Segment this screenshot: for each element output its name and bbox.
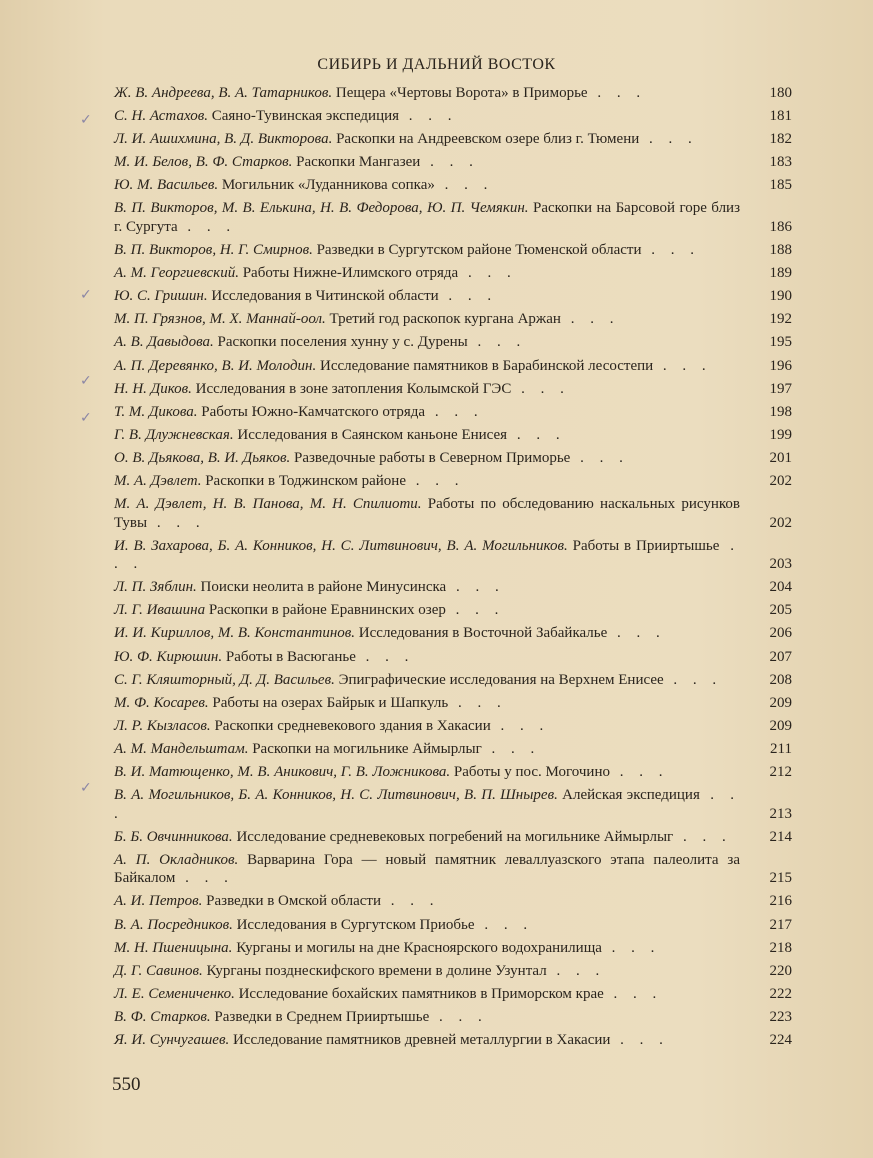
leader-dots: . . . (434, 177, 494, 194)
entry-title: Могильник «Луданникова сопка» (221, 177, 435, 194)
leader-dots: . . . (607, 625, 666, 642)
entry-page-number: 212 (769, 764, 792, 781)
entry-title: Раскопки в Тоджинском районе (205, 473, 406, 489)
leader-dots: . . . (425, 403, 484, 420)
entry-page-number: 198 (769, 403, 792, 420)
toc-entry-text (114, 578, 784, 597)
entry-page-number: 211 (770, 740, 792, 757)
entry-title: Исследования в Сургутском Приобье (236, 916, 475, 933)
entry-title: Исследования в Читинской области (211, 288, 439, 305)
entry-page-number: 202 (769, 473, 792, 489)
leader-dots: . . . (446, 579, 505, 596)
entry-authors: А. П. Окладников. (114, 851, 239, 868)
entry-authors: С. Н. Астахов. (114, 108, 208, 125)
entry-title: Раскопки Мангазеи (296, 154, 421, 171)
entry-page-number: 207 (769, 648, 792, 665)
leader-dots: . . . (673, 828, 732, 845)
entry-authors: В. А. Посредников. (114, 916, 233, 933)
entry-authors: Ж. В. Андреева, В. А. Татарников. (114, 85, 333, 101)
entry-page-number: 202 (769, 514, 792, 531)
leader-dots: . . . (511, 380, 570, 397)
entry-title: Разведки в Омской области (206, 893, 381, 910)
toc-entry (114, 939, 792, 958)
entry-authors: М. Ф. Косарев. (114, 694, 209, 711)
toc-entry-text (114, 601, 784, 620)
entry-authors: А. В. Давыдова. (114, 334, 214, 351)
toc-entry-text (114, 310, 784, 329)
entry-page-number: 182 (769, 131, 792, 148)
leader-dots: . . . (490, 717, 550, 734)
entry-title: Работы в Прииртышье (572, 537, 720, 554)
toc-entry-text (114, 333, 784, 352)
entry-authors: М. А. Дэвлет, Н. В. Панова, М. Н. Спилиоти. (114, 496, 422, 513)
entry-authors: Ю. Ф. Кирюшин. (114, 648, 223, 665)
leader-dots: . . . (641, 242, 700, 259)
toc-entry (114, 763, 792, 782)
toc-entry-text (114, 449, 784, 468)
leader-dots: . . . (438, 288, 498, 305)
toc-entry-text (114, 130, 784, 149)
toc-entry-text (114, 84, 784, 103)
entry-title: Раскопки в районе Еравнинских озер (208, 602, 446, 619)
leader-dots: . . . (399, 108, 458, 125)
toc-entry-text (114, 176, 784, 195)
toc-entry (114, 786, 792, 823)
toc-entry (114, 333, 792, 352)
entry-title: Работы у пос. Могочино (453, 764, 610, 781)
toc-entry (114, 1008, 792, 1027)
entry-page-number: 209 (769, 694, 792, 711)
entry-title: Пещера «Чертовы Ворота» в Приморье (335, 85, 588, 101)
entry-page-number: 189 (769, 265, 792, 282)
toc-entry (114, 601, 792, 620)
entry-page-number: 204 (769, 579, 792, 596)
toc-entry (114, 287, 792, 306)
entry-authors: М. Н. Пшеницына. (114, 939, 233, 956)
entry-authors: Н. Н. Диков. (114, 380, 192, 397)
entry-authors: А. М. Мандельштам. (114, 740, 249, 757)
toc-entry-text (114, 763, 784, 782)
toc-entry (114, 671, 792, 690)
entry-title: Раскопки средневекового здания в Хакасии (214, 717, 491, 734)
toc-entry (114, 403, 792, 422)
leader-dots: . . . (639, 131, 698, 148)
leader-dots: . . . (663, 671, 723, 688)
entry-authors: Л. Г. Ивашина (114, 602, 206, 619)
entry-authors: М. П. Грязнов, М. Х. Маннай-оол. (114, 311, 326, 328)
toc-entry-text (114, 916, 784, 935)
toc-entry (114, 130, 792, 149)
leader-dots: . . . (570, 449, 629, 466)
toc-entry-text (114, 264, 784, 283)
leader-dots: . . . (481, 740, 541, 757)
toc-entry (114, 537, 792, 574)
toc-entry-text (114, 287, 784, 306)
pencil-check-mark: ✓ (80, 287, 92, 303)
toc-entry (114, 828, 792, 847)
toc-entry (114, 310, 792, 329)
entry-title: Разведки в Среднем Прииртышье (214, 1008, 430, 1025)
entry-authors: Д. Г. Савинов. (114, 962, 203, 979)
toc-entry (114, 84, 792, 103)
toc-entry (114, 107, 792, 126)
entry-page-number: 220 (769, 962, 792, 979)
entry-title: Эпиграфические исследования на Верхнем Енисее (338, 671, 664, 688)
toc-entry-text (114, 403, 784, 422)
entry-page-number: 192 (769, 311, 792, 328)
toc-entry (114, 694, 792, 713)
section-heading: СИБИРЬ И ДАЛЬНИЙ ВОСТОК (317, 56, 556, 73)
toc-entry (114, 199, 792, 236)
entry-title: Третий год раскопок кургана Аржан (329, 311, 561, 328)
toc-entry (114, 472, 792, 491)
toc-entry-text (114, 107, 784, 126)
toc-entry (114, 717, 792, 736)
entry-page-number: 213 (769, 805, 792, 822)
entry-title: Алейская экспедиция (562, 787, 700, 804)
toc-entry-text (114, 380, 784, 399)
toc-entry (114, 264, 792, 283)
pencil-check-mark: ✓ (80, 373, 92, 389)
entry-page-number: 196 (769, 357, 792, 374)
pencil-check-mark: ✓ (80, 780, 92, 796)
entry-authors: В. Ф. Старков. (114, 1008, 211, 1025)
entry-authors: Л. И. Ашихмина, В. Д. Викторова. (114, 131, 333, 148)
entry-title: Раскопки поселения хунну у с. Дурены (217, 334, 468, 351)
leader-dots: . . . (177, 218, 237, 235)
leader-dots: . . . (420, 154, 479, 171)
entry-authors: А. П. Деревянко, В. И. Молодин. (114, 357, 317, 374)
toc-entry (114, 449, 792, 468)
toc-entry (114, 176, 792, 195)
entry-page-number: 215 (769, 870, 792, 887)
toc-entry (114, 380, 792, 399)
entry-page-number: 181 (769, 108, 792, 125)
toc-entry-text (114, 962, 784, 981)
entry-title: Работы Южно-Камчатского отряда (201, 403, 426, 420)
entry-page-number: 205 (769, 602, 792, 619)
entry-title: Курганы и могилы на дне Красноярского водохранилища (236, 939, 602, 956)
entry-authors: И. В. Захарова, Б. А. Конников, Н. С. Литвинович, В. А. Могильников. (114, 537, 568, 554)
entry-page-number: 224 (769, 1031, 792, 1048)
toc-entry-text (114, 828, 784, 847)
toc-entry (114, 892, 792, 911)
toc-entry-text (114, 851, 784, 888)
toc-entry-text (114, 648, 784, 667)
leader-dots: . . . (355, 648, 415, 665)
toc-entry-text (114, 717, 784, 736)
pencil-check-mark: ✓ (80, 112, 92, 128)
toc-entry-text (114, 495, 784, 532)
toc-entry-text (114, 740, 784, 759)
entry-authors: О. В. Дьякова, В. И. Дьяков. (114, 449, 291, 466)
toc-entry-text (114, 199, 784, 236)
toc-entry-text (114, 357, 784, 376)
leader-dots: . . . (610, 1031, 669, 1048)
entry-title: Поиски неолита в районе Минусинска (200, 579, 447, 596)
entry-page-number: 214 (769, 828, 792, 845)
leader-dots: . . . (380, 893, 440, 910)
toc-entry (114, 648, 792, 667)
entry-authors: М. И. Белов, В. Ф. Старков. (114, 154, 293, 171)
page-folio: 550 (112, 1074, 141, 1095)
entry-title: Исследования в Саянском каньоне Енисея (237, 426, 508, 443)
entry-authors: А. М. Георгиевский. (114, 265, 239, 282)
leader-dots: . . . (147, 514, 206, 531)
toc-entry-text (114, 939, 784, 958)
entry-title: Варварина Гора — новый памятник леваллуазского этапа палеолита за Байкалом (114, 851, 740, 887)
entry-title: Исследование средневековых погребений на могильнике Аймырлыг (236, 828, 674, 845)
toc-entry-text (114, 153, 784, 172)
toc-entry (114, 495, 792, 532)
entry-authors: С. Г. Кляшторный, Д. Д. Васильев. (114, 671, 335, 688)
entry-page-number: 190 (769, 288, 792, 305)
toc-entry (114, 916, 792, 935)
entry-title: Раскопки на могильнике Аймырлыг (252, 740, 482, 757)
entry-authors: В. П. Викторов, М. В. Елькина, Н. В. Федорова, Ю. П. Чемякин. (114, 200, 529, 217)
leader-dots: . . . (406, 473, 465, 489)
entry-authors: Л. П. Зяблин. (114, 579, 197, 596)
entry-title: Исследование бохайских памятников в Приморском крае (238, 985, 604, 1002)
entry-page-number: 197 (769, 380, 792, 397)
toc-entry (114, 426, 792, 445)
toc-entry-text (114, 472, 784, 491)
table-of-contents (114, 84, 792, 1054)
entry-title: Исследования в Восточной Забайкалье (358, 625, 608, 642)
leader-dots: . . . (175, 870, 234, 887)
entry-page-number: 183 (769, 154, 792, 171)
toc-entry-text (114, 1008, 784, 1027)
leader-dots: . . . (560, 311, 620, 328)
leader-dots: . . . (467, 334, 527, 351)
toc-entry-text (114, 786, 784, 823)
entry-page-number: 208 (769, 671, 792, 688)
entry-title: Работы Нижне-Илимского отряда (242, 265, 459, 282)
leader-dots: . . . (445, 602, 505, 619)
toc-entry (114, 624, 792, 643)
entry-title: Раскопки на Барсовой горе близ г. Сургута (114, 200, 741, 235)
entry-page-number: 186 (769, 218, 792, 235)
leader-dots: . . . (601, 939, 661, 956)
entry-title: Раскопки на Андреевском озере близ г. Тюмени (336, 131, 640, 148)
entry-page-number: 195 (769, 334, 792, 351)
toc-entry-text (114, 624, 784, 643)
entry-authors: Г. В. Длужневская. (114, 426, 234, 443)
entry-page-number: 209 (769, 717, 792, 734)
toc-entry-text (114, 892, 784, 911)
leader-dots: . . . (474, 916, 534, 933)
toc-entry (114, 578, 792, 597)
toc-entry (114, 357, 792, 376)
entry-page-number: 188 (769, 242, 792, 259)
toc-entry (114, 153, 792, 172)
entry-authors: Ю. М. Васильев. (114, 177, 219, 194)
leader-dots: . . . (603, 985, 663, 1002)
entry-title: Курганы позднескифского времени в долине Узунтал (206, 962, 547, 979)
leader-dots: . . . (507, 426, 566, 443)
entry-page-number: 223 (769, 1008, 792, 1025)
entry-authors: Б. Б. Овчинникова. (114, 828, 233, 845)
pencil-check-mark: ✓ (80, 410, 92, 426)
leader-dots: . . . (653, 357, 712, 374)
toc-entry (114, 985, 792, 1004)
leader-dots: . . . (448, 694, 507, 711)
entry-authors: Т. М. Дикова. (114, 403, 198, 420)
entry-authors: Ю. С. Гришин. (114, 288, 208, 305)
entry-page-number: 185 (769, 177, 792, 194)
leader-dots: . . . (546, 962, 606, 979)
toc-entry-text (114, 537, 784, 574)
entry-authors: В. А. Могильников, Б. А. Конников, Н. С. Литвинович, В. П. Шнырев. (114, 787, 558, 804)
entry-authors: А. И. Петров. (114, 893, 203, 910)
entry-authors: В. П. Викторов, Н. Г. Смирнов. (114, 242, 313, 259)
toc-entry (114, 1031, 792, 1050)
toc-entry (114, 962, 792, 981)
entry-page-number: 180 (769, 85, 792, 101)
leader-dots: . . . (114, 537, 741, 573)
entry-authors: М. А. Дэвлет. (114, 473, 202, 489)
toc-entry-text (114, 985, 784, 1004)
entry-page-number: 216 (769, 893, 792, 910)
entry-title: Разведки в Сургутском районе Тюменской области (316, 242, 642, 259)
toc-entry-text (114, 1031, 784, 1050)
entry-title: Работы в Васюганье (225, 648, 356, 665)
entry-title: Разведочные работы в Северном Приморье (294, 449, 571, 466)
entry-page-number: 217 (769, 916, 792, 933)
entry-authors: И. И. Кириллов, М. В. Константинов. (114, 625, 356, 642)
entry-title: Работы по обследованию наскальных рисунков Тувы (114, 496, 740, 531)
entry-title: Работы на озерах Байрык и Шапкуль (212, 694, 449, 711)
entry-page-number: 218 (769, 939, 792, 956)
leader-dots: . . . (114, 787, 741, 822)
entry-title: Саяно-Тувинская экспедиция (211, 108, 400, 125)
entry-page-number: 203 (769, 556, 792, 573)
entry-authors: Л. Р. Кызласов. (114, 717, 211, 734)
toc-entry-text (114, 426, 784, 445)
entry-authors: В. И. Матющенко, М. В. Аникович, Г. В. Ложникова. (114, 764, 451, 781)
entry-page-number: 199 (769, 426, 792, 443)
entry-authors: Л. Е. Семениченко. (114, 985, 235, 1002)
entry-title: Исследование памятников в Барабинской лесостепи (320, 357, 654, 374)
toc-entry (114, 740, 792, 759)
leader-dots: . . . (587, 85, 647, 101)
entry-title: Исследование памятников древней металлургии в Хакасии (232, 1031, 611, 1048)
toc-entry-text (114, 694, 784, 713)
entry-authors: Я. И. Сунчугашев. (114, 1031, 230, 1048)
leader-dots: . . . (610, 764, 669, 781)
entry-page-number: 222 (769, 985, 792, 1002)
entry-page-number: 206 (769, 625, 792, 642)
entry-title: Исследования в зоне затопления Колымской ГЭС (195, 380, 512, 397)
entry-page-number: 201 (769, 449, 792, 466)
toc-entry (114, 241, 792, 260)
toc-entry-text (114, 671, 784, 690)
leader-dots: . . . (429, 1008, 488, 1025)
leader-dots: . . . (458, 265, 517, 282)
toc-entry (114, 851, 792, 888)
toc-entry-text (114, 241, 784, 260)
